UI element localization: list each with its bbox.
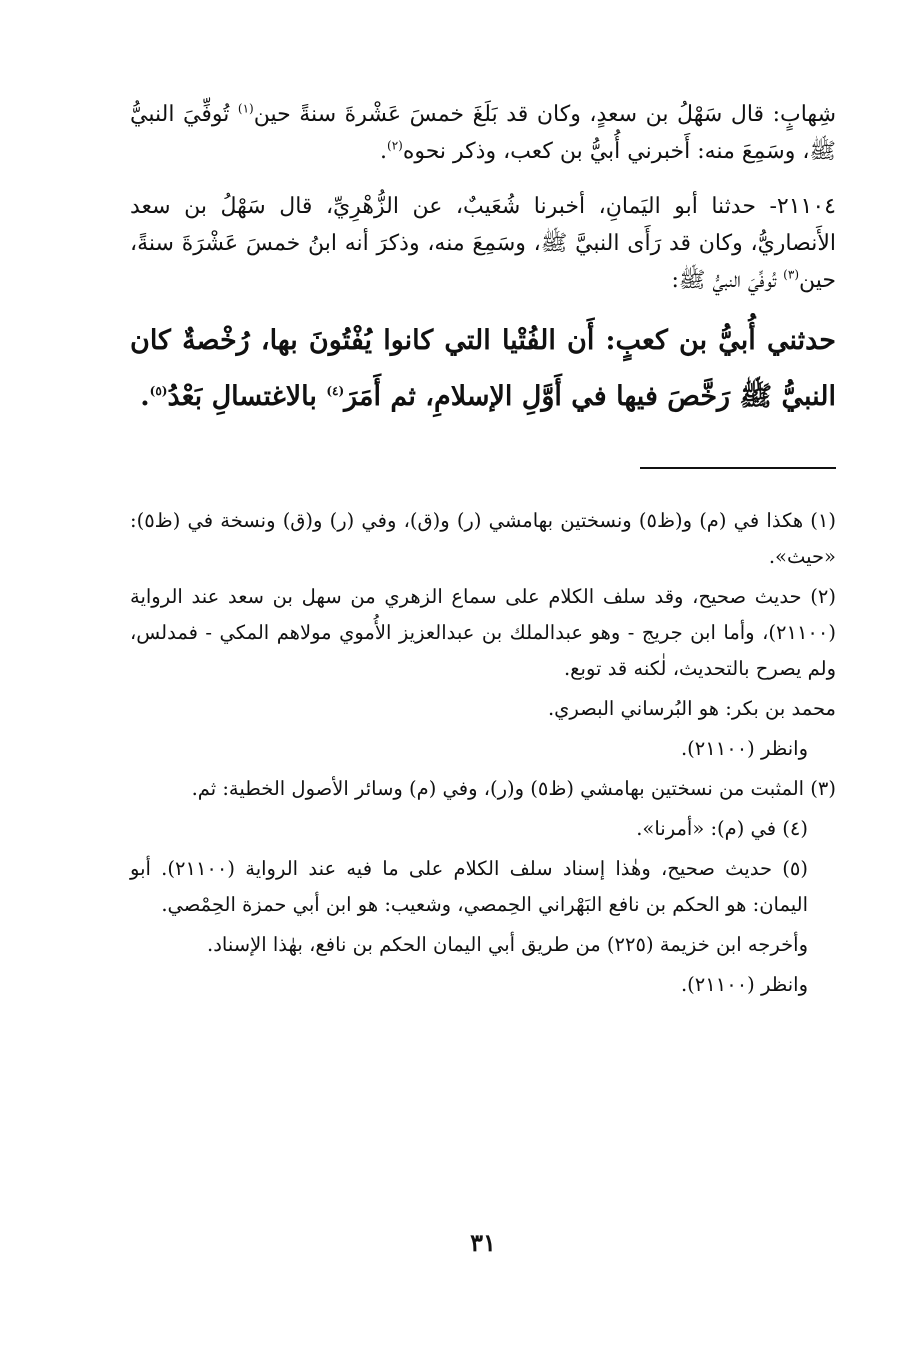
footnote-5: (٥) حديث صحيح، وهٰذا إسناد سلف الكلام على ما فيه عند الرواية (٢١١٠٠). أبو اليمان: هو الحكم بن نافع البَهْراني الحِمصي، وشعيب: هو ابن أبي حمزة الحِمْصي. <box>130 857 808 916</box>
footnote-4: (٤) في (م): «أمرنا». <box>636 817 808 840</box>
footnote-1: (١) هكذا في (م) و(ظ٥) ونسختين بهامشي (ر) و(ق)، وفي (ر) و(ق) ونسخة في (ظ٥): «حيث». <box>130 509 836 568</box>
page-number: ٣١ <box>470 1228 496 1257</box>
footnote-ref-1[interactable]: (١) <box>237 101 254 116</box>
document-page <box>130 96 836 1326</box>
footnote-5-continuation: وأخرجه ابن خزيمة (٢٢٥) من طريق أبي اليمان الحكم بن نافع، بهٰذا الإسناد. <box>207 933 808 956</box>
hadith-matn: حدثني أُبيُّ بن كعبٍ: أَن الفُتْيا التي كانوا يُفْتُونَ بها، رُخْصةٌ كان النبيُّ ﷺ رَخَّصَ فيها في أَوَّلِ الإسلامِ، ثم أَمَرَ <box>130 325 836 412</box>
footnote-ref-4[interactable]: (٤) <box>326 384 345 398</box>
footnote-ref-5[interactable]: (٥) <box>149 384 168 398</box>
hadith-matn: بالاغتسالِ بَعْدُ <box>167 381 327 412</box>
footnote-5-see-also: وانظر (٢١١٠٠). <box>680 973 808 996</box>
footnote-ref-3[interactable]: (٣) <box>783 267 799 282</box>
footnote-3: (٣) المثبت من نسختين بهامشي (ظ٥) و(ر)، وفي (م) وسائر الأصول الخطية: ثم. <box>191 777 836 800</box>
footnote-2-see-also: وانظر (٢١١٠٠). <box>680 737 808 760</box>
hadith-chain-21104 <box>130 188 836 299</box>
footnote-separator <box>640 467 836 469</box>
hadith-text <box>130 313 836 425</box>
chain-text: ٢١١٠٤- حدثنا أبو اليَمانِ، أخبرنا شُعَيبٌ، عن الزُّهْرِيِّ، قال سَهْلُ بن سعد الأَنصاريُّ، وكان قد رَأَى النبيَّ ﷺ، وسَمِعَ منه، وذكرَ أنه ابنُ خمسَ عَشْرَةَ سنةً، حين <box>130 194 836 293</box>
hadith-matn: . <box>140 381 150 412</box>
narration-text: . <box>380 139 387 164</box>
narration-text: شِهابٍ: قال سَهْلُ بن سعدٍ، وكان قد بَلَغَ خمسَ عَشْرةَ سنةً حين <box>253 102 836 127</box>
narration-paragraph-continuation <box>130 96 836 170</box>
footnotes <box>130 503 836 1003</box>
footnote-2-continuation: محمد بن بكر: هو البُرساني البصري. <box>547 697 836 720</box>
footnote-2: (٢) حديث صحيح، وقد سلف الكلام على سماع الزهري من سهل بن سعد عند الرواية (٢١١٠٠)، وأما ابن جريج - وهو عبدالملك بن عبدالعزيز الأُموي مولاهم المكي - فمدلس، ولم يصرح بالتحديث، لٰكنه قد توبع. <box>130 585 836 680</box>
footnote-ref-2[interactable]: (٢) <box>387 138 403 153</box>
narration-text: تُوفِّيَ النبيُّ ﷺ، وسَمِعَ منه: أَخبرني أُبيُّ بن كعب، وذكر نحوه <box>130 102 836 164</box>
chain-text: تُوفِّيَ النبيُّ ﷺ: <box>671 268 784 293</box>
